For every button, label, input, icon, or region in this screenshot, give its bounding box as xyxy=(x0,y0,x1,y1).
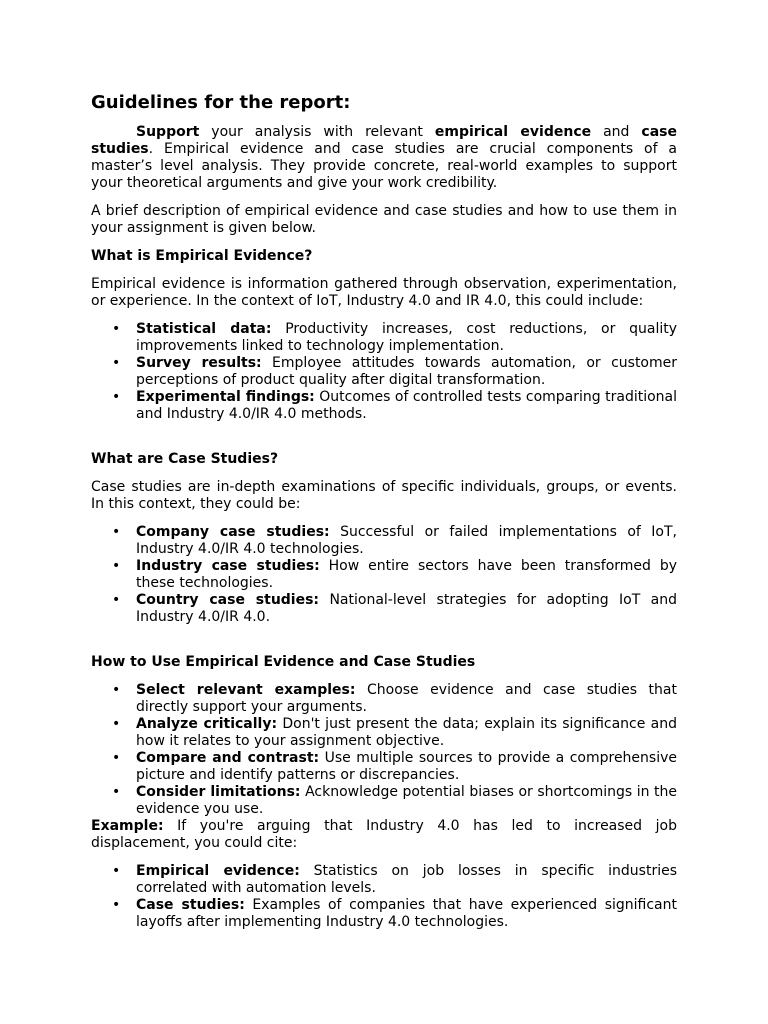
empirical-evidence-paragraph: Empirical evidence is information gathered through observation, experimentation, or experience. In the context of IoT, Industry 4.0 and IR 4.0, this could include: xyxy=(91,276,677,309)
list-item xyxy=(91,682,677,716)
intro-text-2: and xyxy=(591,124,642,140)
list-item-text: Employee attitudes towards automation, or customer perceptions of product quality after digital transformation. xyxy=(136,355,678,388)
list-item-text: Successful or failed implementations of IoT, Industry 4.0/IR 4.0 technologies. xyxy=(136,524,677,557)
list-item-label: Case studies: xyxy=(136,897,245,913)
intro-support-bold: Support xyxy=(136,124,200,140)
list-item xyxy=(91,897,677,931)
section-heading-empirical-evidence: What is Empirical Evidence? xyxy=(91,248,313,264)
list-item-text: Statistics on job losses in specific industries correlated with automation levels. xyxy=(136,863,677,896)
list-item-label: Industry case studies: xyxy=(136,558,320,574)
list-item xyxy=(91,524,677,558)
list-item-text: Examples of companies that have experienced significant layoffs after implementing Industry 4.0 technologies. xyxy=(136,897,677,930)
list-item xyxy=(91,863,677,897)
list-item xyxy=(91,716,677,750)
case-studies-list xyxy=(91,524,677,626)
list-item-label: Statistical data: xyxy=(136,321,272,337)
list-item-text: Use multiple sources to provide a comprehensive picture and identify patterns or discrepancies. xyxy=(136,750,677,783)
example-list xyxy=(91,863,677,931)
list-item-text: Acknowledge potential biases or shortcomings in the evidence you use. xyxy=(136,784,678,817)
intro-cases-bold: case studies xyxy=(91,124,677,157)
list-item xyxy=(91,558,677,592)
list-item-label: Company case studies: xyxy=(136,524,330,540)
list-item xyxy=(91,321,677,355)
example-paragraph xyxy=(91,818,677,852)
list-item-text: Productivity increases, cost reductions, or quality improvements linked to technology implementation. xyxy=(136,321,677,354)
list-item-label: Experimental findings: xyxy=(136,389,315,405)
section-heading-how-to-use: How to Use Empirical Evidence and Case Studies xyxy=(91,654,476,670)
brief-paragraph: A brief description of empirical evidence and case studies and how to use them in your assignment is given below. xyxy=(91,203,677,236)
list-item-label: Analyze critically: xyxy=(136,716,278,732)
document-page xyxy=(91,92,677,931)
example-label: Example: xyxy=(91,818,164,834)
page-title: Guidelines for the report: xyxy=(91,92,351,113)
list-item xyxy=(91,355,677,389)
list-item-label: Select relevant examples: xyxy=(136,682,356,698)
list-item-label: Empirical evidence: xyxy=(136,863,300,879)
list-item-label: Consider limitations: xyxy=(136,784,301,800)
list-item-text: National-level strategies for adopting IoT and Industry 4.0/IR 4.0. xyxy=(136,592,677,625)
example-text: If you're arguing that Industry 4.0 has led to increased job displacement, you could cite: xyxy=(91,818,677,851)
empirical-evidence-list xyxy=(91,321,677,423)
intro-evidence-bold: empirical evidence xyxy=(434,124,592,140)
list-item xyxy=(91,389,677,423)
list-item-text: How entire sectors have been transformed by these technologies. xyxy=(136,558,677,591)
case-studies-paragraph: Case studies are in-depth examinations of specific individuals, groups, or events. In this context, they could be: xyxy=(91,479,677,512)
list-item xyxy=(91,784,677,818)
intro-paragraph xyxy=(91,124,677,192)
section-heading-case-studies: What are Case Studies? xyxy=(91,451,279,467)
list-item xyxy=(91,592,677,626)
list-item-label: Survey results: xyxy=(136,355,262,371)
list-item-label: Country case studies: xyxy=(136,592,320,608)
list-item xyxy=(91,750,677,784)
list-item-label: Compare and contrast: xyxy=(136,750,320,766)
intro-text-3: . Empirical evidence and case studies are crucial components of a master’s level analysis. They provide concrete, real-world examples to support your theoretical arguments and give your work credibility. xyxy=(91,141,677,191)
intro-text-1: your analysis with relevant xyxy=(199,124,435,140)
list-item-text: Choose evidence and case studies that directly support your arguments. xyxy=(136,682,677,715)
list-item-text: Outcomes of controlled tests comparing traditional and Industry 4.0/IR 4.0 methods. xyxy=(136,389,678,422)
list-item-text: Don't just present the data; explain its significance and how it relates to your assignment objective. xyxy=(136,716,677,749)
how-to-use-list xyxy=(91,682,677,818)
